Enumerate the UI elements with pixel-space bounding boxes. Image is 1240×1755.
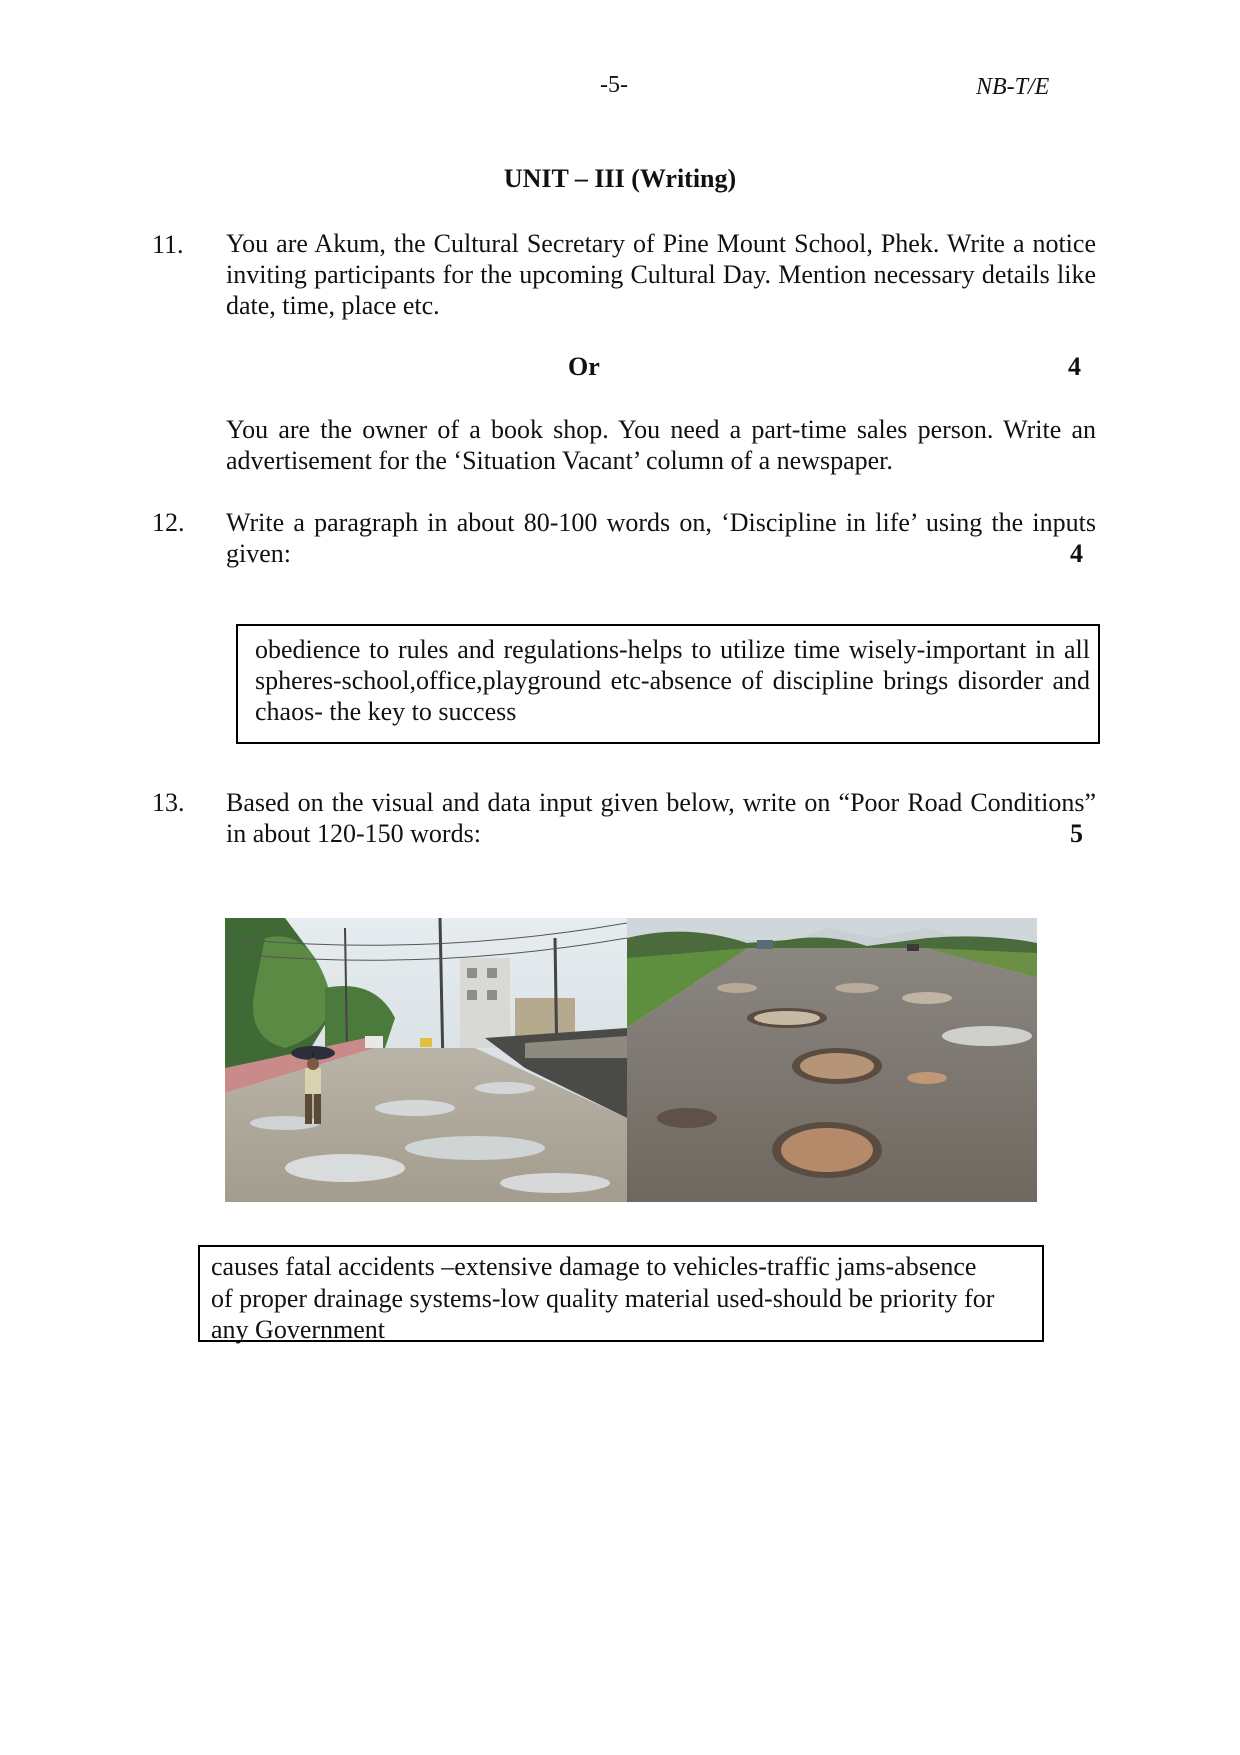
flooded-road-photo — [225, 918, 627, 1202]
question-11-alternative-text: You are the owner of a book shop. You need a part-time sales person. Write an advertisement for the ‘Situation Vacant’ column of a newspaper. — [226, 415, 1096, 475]
road-hints-line: of proper drainage systems-low quality material used-should be priority for — [211, 1283, 995, 1313]
page-number: -5- — [600, 72, 628, 98]
paper-code: NB-T/E — [976, 74, 1050, 100]
road-photos — [225, 918, 1037, 1202]
question-11-text: You are Akum, the Cultural Secretary of Pine Mount School, Phek. Write a notice inviting participants for the upcoming Cultural Day. Mention necessary details like date, time, place etc. — [226, 229, 1096, 320]
potholed-road-photo — [627, 918, 1037, 1202]
question-12-marks: 4 — [1070, 539, 1083, 568]
question-12-number: 12. — [152, 508, 185, 537]
question-13-text: Based on the visual and data input given below, write on “Poor Road Conditions” in about 120-150 words: — [226, 788, 1096, 848]
question-13-number: 13. — [152, 788, 185, 817]
question-11-marks: 4 — [1068, 352, 1081, 381]
question-11-number: 11. — [152, 230, 184, 259]
unit-title: UNIT – III (Writing) — [503, 164, 737, 193]
road-hints-line: any Government — [211, 1315, 386, 1344]
road-hints-box — [198, 1245, 1044, 1342]
discipline-hints-box: obedience to rules and regulations-helps to utilize time wisely-important in all spheres-school,office,playground etc-absence of discipline brings disorder and chaos- the key to success — [236, 624, 1100, 744]
or-label: Or — [568, 352, 600, 381]
road-hints-line: causes fatal accidents –extensive damage to vehicles-traffic jams-absence — [211, 1252, 977, 1281]
question-12-text: Write a paragraph in about 80-100 words on, ‘Discipline in life’ using the inputs given: — [226, 508, 1096, 568]
question-13-marks: 5 — [1070, 819, 1083, 848]
